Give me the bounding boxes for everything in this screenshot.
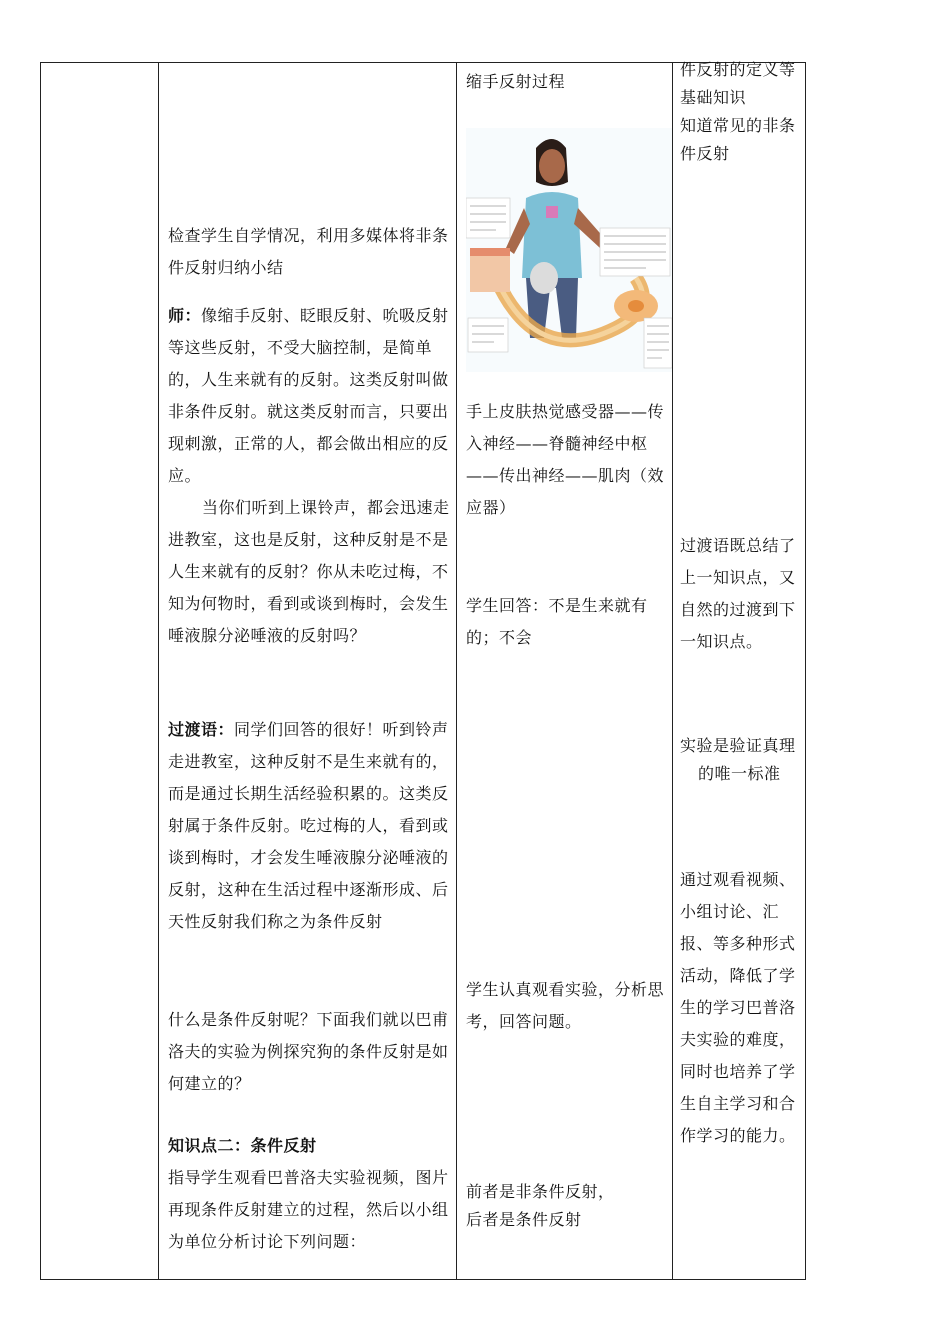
intent-definition-text: 件反射的定义等基础知识 [680,60,796,107]
intent-experiment-line-2: 的唯一标准 [698,764,781,783]
reflex-path-paragraph: 手上皮肤热觉感受器——传入神经——脊髓神经中枢——传出神经——肌肉（效应器） [466,402,665,517]
teacher-check-text [168,220,450,284]
reflex-type-answer [466,1178,666,1234]
intent-common-reflex-text: 知道常见的非条件反射 [680,116,796,163]
teacher-text: 像缩手反射、眨眼反射、吮吸反射等这些反射，不受大脑控制，是简单的，人生来就有的反射。这类反射叫做非条件反射。就这类反射而言，只要出现刺激，正常的人，都会做出相应的反应。 [168,306,449,485]
teacher-label: 师： [168,306,202,325]
column-divider-2 [456,62,457,1280]
transition-label: 过渡语： [168,720,235,739]
reflex-type-line-2: 后者是条件反射 [466,1210,582,1229]
reflex-type-line-1: 前者是非条件反射， [466,1182,615,1201]
intent-activities-text: 通过观看视频、小组讨论、汇报、等多种形式活动，降低了学生的学习巴普洛夫实验的难度，同时也培养了学生自主学习和合作学习的能力。 [680,870,796,1145]
column-divider-1 [158,62,159,1280]
student-observe-paragraph: 学生认真观看实验，分析思考，回答问题。 [466,980,665,1031]
guide-paragraph: 指导学生观看巴普洛夫实验视频，图片再现条件反射建立的过程，然后以小组为单位分析讨论下列问题： [168,1168,449,1251]
pavlov-paragraph: 什么是条件反射呢？下面我们就以巴甫洛夫的实验为例探究狗的条件反射是如何建立的？ [168,1010,449,1093]
teacher-paragraph [168,300,450,492]
transition-paragraph [168,714,450,938]
check-paragraph: 检查学生自学情况，利用多媒体将非条件反射归纳小结 [168,226,449,277]
intent-transition [680,530,802,658]
withdrawal-reflex-illustration-icon [466,128,672,372]
transition-block [168,714,450,938]
question-paragraph: 当你们听到上课铃声，都会迅速走进教室，这也是反射，这种反射是不是人生来就有的反射？你从未吃过梅，不知为何物时，看到或谈到梅时，会发生唾液腺分泌唾液的反射吗？ [168,498,450,645]
intent-activities [680,864,802,1152]
transition-text: 同学们回答的很好！听到铃声走进教室，这种反射不是生来就有的，而是通过长期生活经验积累的。这类反射属于条件反射。吃过梅的人，看到或谈到梅时，才会发生唾液腺分泌唾液的反射，这种在生活过程中逐渐形成、后天性反射我们称之为条件反射 [168,720,449,931]
intent-experiment-line-1: 实验是验证真理 [680,736,796,755]
knowledge-point-heading: 知识点二：条件反射 [168,1136,317,1155]
intent-experiment [680,732,802,788]
column-divider-3 [672,62,673,1280]
pavlov-question [168,1004,450,1100]
reflex-path-text [466,396,666,524]
reflex-process-title-text: 缩手反射过程 [466,72,566,91]
student-answer-text [466,590,666,654]
student-answer-paragraph: 学生回答：不是生来就有的；不会 [466,596,648,647]
intent-transition-text: 过渡语既总结了上一知识点，又自然的过渡到下一知识点。 [680,536,796,651]
intent-definition [680,56,802,168]
reflex-process-title [466,66,666,98]
student-observe-text [466,974,666,1038]
knowledge-point-block [168,1130,450,1258]
teacher-explanation [168,300,450,652]
